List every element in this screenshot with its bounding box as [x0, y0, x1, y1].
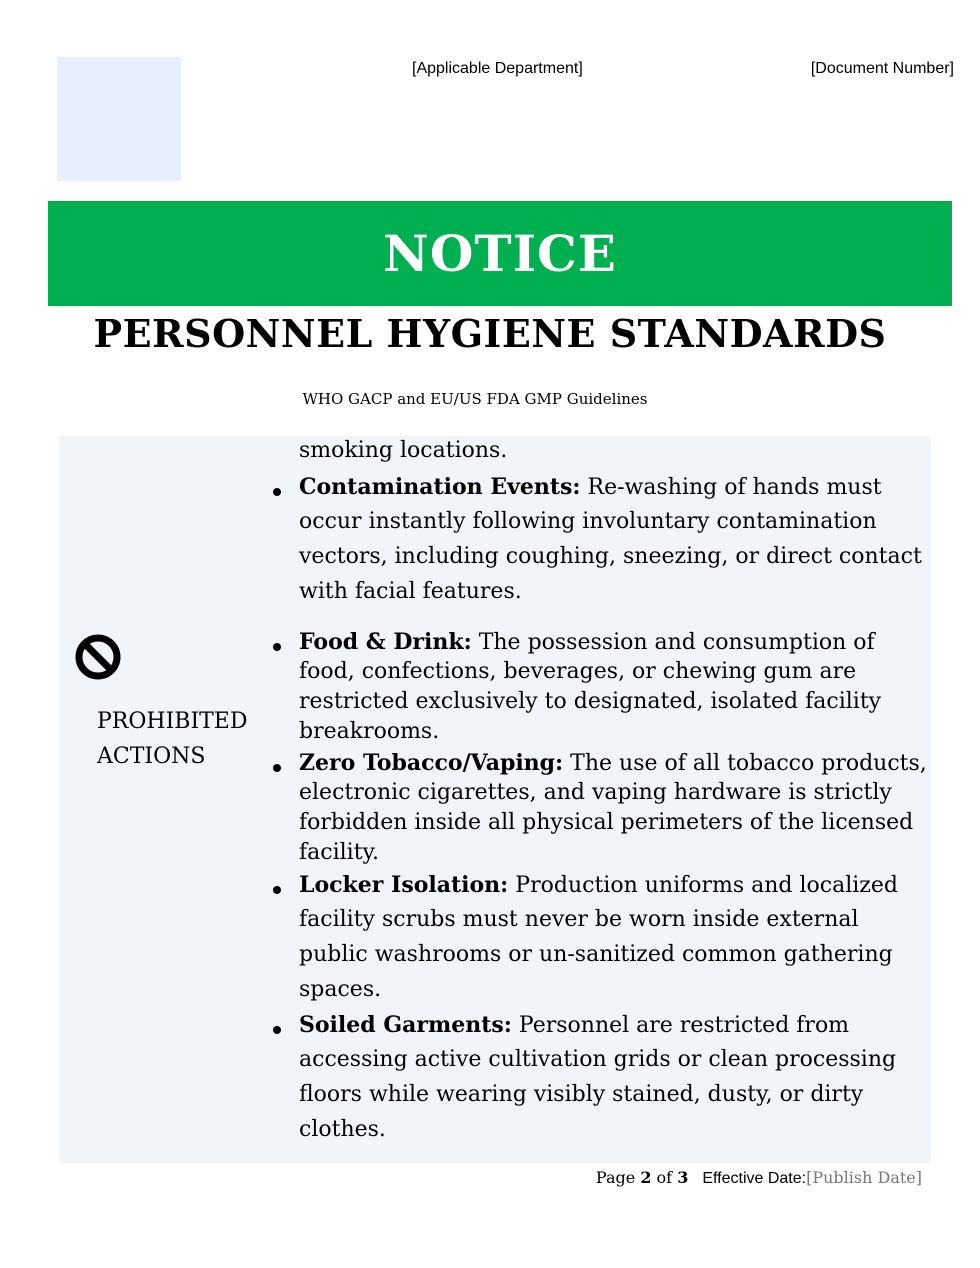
list-item-line: forbidden inside all physical perimeters of the licensed	[299, 810, 914, 835]
bullet-icon	[273, 643, 281, 651]
publish-date-placeholder: [Publish Date]	[806, 1168, 922, 1187]
list-item-line: electronic cigarettes, and vaping hardware is strictly	[299, 780, 892, 805]
list-item-line	[299, 750, 927, 776]
logo-placeholder	[57, 57, 181, 181]
list-item-line: floors while wearing visibly stained, dusty, or dirty	[299, 1082, 864, 1107]
list-item-text: Production uniforms and localized	[508, 873, 898, 898]
subtitle-text: WHO GACP and EU/US FDA GMP Guidelines	[302, 390, 648, 408]
page-prefix: Page	[595, 1168, 641, 1187]
list-item-line: facility scrubs must never be worn inside external	[299, 907, 859, 932]
document-subtitle	[0, 390, 980, 408]
document-number-placeholder: [Document Number]	[810, 60, 954, 77]
bullet-icon	[273, 764, 281, 772]
list-item-line: occur instantly following involuntary contamination	[299, 509, 877, 534]
list-item-line: spaces.	[299, 977, 382, 1002]
page-current: 2	[640, 1168, 652, 1187]
document-title: PERSONNEL HYGIENE STANDARDS	[93, 311, 887, 356]
list-item-line: with facial features.	[299, 579, 522, 604]
list-item-term: Contamination Events:	[299, 474, 581, 500]
list-item-term: Soiled Garments:	[299, 1012, 512, 1038]
bullet-icon	[273, 1026, 281, 1034]
list-item-term: Locker Isolation:	[299, 872, 509, 898]
list-item-line: accessing active cultivation grids or clean processing	[299, 1047, 897, 1072]
list-item-line: clothes.	[299, 1117, 386, 1142]
list-item-text: The use of all tobacco products,	[563, 751, 927, 776]
list-item-term: Food & Drink:	[299, 629, 472, 655]
section-label	[97, 704, 257, 774]
page-number	[596, 1168, 688, 1187]
effective-date-label: Effective Date:	[702, 1170, 807, 1187]
list-item-line: breakrooms.	[299, 719, 440, 744]
list-item-term: Zero Tobacco/Vaping:	[299, 750, 564, 776]
list-item-line	[299, 872, 898, 898]
section-label-line-2: ACTIONS	[97, 744, 206, 769]
bullet-icon	[273, 488, 281, 496]
list-item-line: food, confections, beverages, or chewing gum are	[299, 659, 857, 684]
department-placeholder: [Applicable Department]	[412, 60, 583, 77]
section-label-line-1: PROHIBITED	[97, 709, 248, 734]
page-of: of	[651, 1168, 678, 1187]
list-item-line	[299, 1012, 849, 1038]
list-item-line: public washrooms or un-sanitized common gathering	[299, 942, 893, 967]
page-total: 3	[677, 1168, 689, 1187]
notice-banner	[48, 201, 952, 306]
list-item-line: vectors, including coughing, sneezing, or direct contact	[299, 544, 922, 569]
notice-banner-text: NOTICE	[383, 224, 617, 283]
prohibited-icon	[74, 633, 122, 681]
list-item-line	[299, 629, 875, 655]
page-footer	[596, 1168, 922, 1188]
list-item-text: Personnel are restricted from	[511, 1013, 850, 1038]
list-item-text: Re-washing of hands must	[580, 475, 882, 500]
list-item-text: The possession and consumption of	[471, 630, 875, 655]
bullet-icon	[273, 886, 281, 894]
list-item-line: restricted exclusively to designated, isolated facility	[299, 689, 882, 714]
list-item-line: facility.	[299, 840, 380, 865]
continuation-text: smoking locations.	[299, 438, 508, 463]
list-item-line	[299, 474, 882, 500]
